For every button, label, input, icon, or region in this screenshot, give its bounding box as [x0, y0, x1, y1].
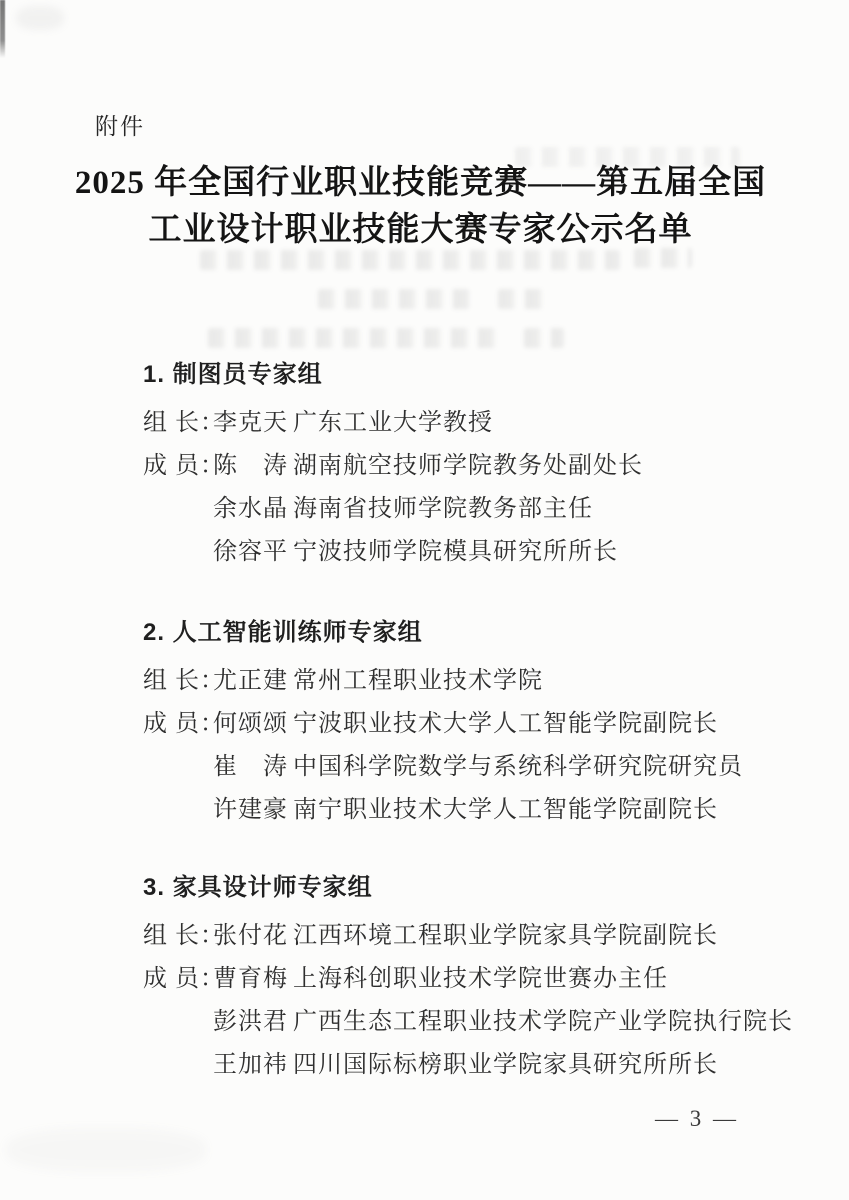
document-title-line2: 工业设计职业技能大赛专家公示名单 [148, 212, 693, 248]
member-name: 李克天 [213, 410, 288, 436]
member-name: 许建豪 [213, 797, 288, 823]
member-name: 徐容平 [213, 539, 288, 565]
member-affiliation: 常州工程职业技术学院 [293, 668, 543, 694]
member-row [143, 527, 833, 570]
member-affiliation: 南宁职业技术大学人工智能学院副院长 [293, 797, 718, 823]
role-label: 成 员： [143, 966, 225, 992]
member-name: 彭洪君 [213, 1009, 288, 1035]
section-heading: 1. 制图员专家组 [143, 361, 323, 388]
member-affiliation: 广西生态工程职业技术学院产业学院执行院长 [293, 1009, 793, 1035]
member-affiliation: 中国科学院数学与系统科学研究院研究员 [293, 754, 743, 780]
member-row [143, 742, 833, 785]
attachment-label: 附件 [95, 114, 145, 139]
bleed-through-text [498, 289, 546, 309]
role-label: 组 长： [143, 923, 225, 949]
member-affiliation: 海南省技师学院教务部主任 [293, 496, 593, 522]
member-affiliation: 江西环境工程职业学院家具学院副院长 [293, 923, 718, 949]
role-label: 成 员： [143, 453, 225, 479]
member-affiliation: 宁波技师学院模具研究所所长 [293, 539, 618, 565]
member-row [143, 997, 833, 1040]
member-row [143, 398, 833, 441]
role-label: 组 长： [143, 668, 225, 694]
expert-group-section [143, 360, 833, 570]
expert-group-section [143, 618, 833, 828]
scan-edge-artifact [0, 0, 5, 58]
bleed-through-text [524, 328, 564, 348]
member-row [143, 656, 833, 699]
member-name: 曹育梅 [213, 966, 288, 992]
bleed-through-text [208, 328, 500, 348]
member-row [143, 441, 833, 484]
member-name: 王加祎 [213, 1052, 288, 1078]
member-affiliation: 广东工业大学教授 [293, 410, 493, 436]
member-row [143, 911, 833, 954]
member-name: 张付花 [213, 923, 288, 949]
role-label: 成 员： [143, 711, 225, 737]
member-name: 陈 涛 [213, 453, 288, 479]
member-name: 尤正建 [213, 668, 288, 694]
page-number: — 3 — [655, 1106, 739, 1131]
member-row [143, 484, 833, 527]
member-affiliation: 四川国际标榜职业学院家具研究所所长 [293, 1052, 718, 1078]
member-affiliation: 上海科创职业技术学院世赛办主任 [293, 966, 668, 992]
bleed-through-text [318, 289, 470, 309]
document-title [0, 160, 841, 254]
role-label: 组 长： [143, 410, 225, 436]
scan-smudge [16, 6, 64, 30]
member-row [143, 954, 833, 997]
member-row [143, 1040, 833, 1083]
expert-group-section [143, 873, 833, 1083]
member-name: 崔 涛 [213, 754, 288, 780]
document-title-line1: 2025 年全国行业职业技能竞赛——第五届全国 [74, 165, 767, 201]
scan-smudge [6, 1128, 206, 1172]
member-row [143, 785, 833, 828]
member-row [143, 699, 833, 742]
section-heading: 2. 人工智能训练师专家组 [143, 619, 423, 646]
member-name: 何颂颂 [213, 711, 288, 737]
section-heading: 3. 家具设计师专家组 [143, 874, 373, 901]
member-affiliation: 宁波职业技术大学人工智能学院副院长 [293, 711, 718, 737]
member-name: 余水晶 [213, 496, 288, 522]
member-affiliation: 湖南航空技师学院教务处副处长 [293, 453, 643, 479]
